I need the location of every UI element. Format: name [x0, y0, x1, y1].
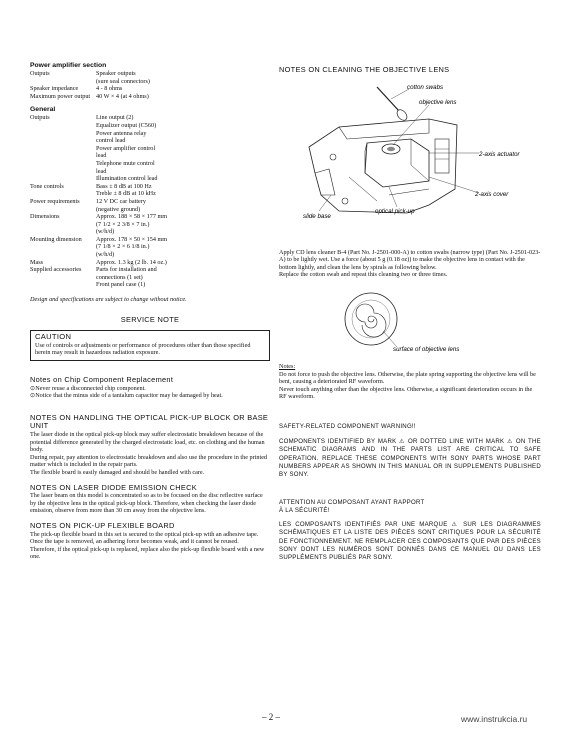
- label-cotton-swabs: cotton swabs: [407, 83, 444, 91]
- watermark-url: www.instrukcia.ru: [461, 714, 528, 724]
- spec-value: Speaker outputs (sure seal connectors): [96, 70, 150, 85]
- spec-label: Outputs: [30, 114, 50, 122]
- laser-text: The laser beam on this model is concentrated so as to be focused on the disc reflective surface by the objective lens in the optical pick-up block. Therefore, when checking the laser diode emission, observe from more than 30 cm away from the objective lens.: [30, 492, 263, 515]
- spec-label: Mounting dimension: [30, 235, 82, 243]
- caution-text: Use of controls or adjustments or performance of procedures other than those specified herein may result in hazardous radiation exposure.: [35, 341, 251, 357]
- notes-title: Notes:: [279, 362, 296, 370]
- spec-label: Mass: [30, 258, 44, 266]
- power-amp-specs: [30, 70, 270, 100]
- general-title: General: [30, 106, 56, 114]
- left-column: [30, 62, 270, 561]
- cleaning-title: NOTES ON CLEANING THE OBJECTIVE LENS: [279, 65, 450, 74]
- spec-label: Supplied accessories: [30, 266, 82, 274]
- label-2-axis-cover: 2-axis cover: [475, 190, 509, 198]
- chip-item: ⊙Never reuse a disconnected chip component.: [30, 384, 146, 392]
- power-amp-title: Power amplifier section: [30, 62, 107, 69]
- page-number: – 2 –: [262, 712, 280, 722]
- spec-value: Approx. 188 × 58 × 177 mm (7 1/2 × 2 3/8 × 7 in.) (w/h/d): [96, 213, 168, 236]
- spec-value: Parts for installation and connections (1 set) Front panel case (1): [96, 266, 157, 289]
- laser-title: NOTES ON LASER DIODE EMISSION CHECK: [30, 482, 197, 492]
- spec-label: Tone controls: [30, 182, 64, 190]
- spec-label: Speaker impedance: [30, 85, 79, 93]
- cleaning-p1: Apply CD lens cleaner B-4 (Part No. J-2501-000-A) to cotton swabs (narrow type) (Part No. J-2501-023-A) to be lightly wet. Use a force (about 5 g (0.18 oz)) to make the objective lens in contact with the bottom lightly, and clean the lens by spirals as following below.: [279, 248, 541, 271]
- pickup-handling-title: NOTES ON HANDLING THE OPTICAL PICK-UP BLOCK OR BASE UNIT: [30, 412, 269, 431]
- service-note-title: SERVICE NOTE: [120, 314, 180, 324]
- pickup-handling-p1: The laser diode in the optical pick-up block may suffer electrostatic breakdown because of the potential difference generated by the charged electrostatic load, etc. on clothing and the human body.: [30, 430, 265, 454]
- label-optical-pickup: optical pick-up: [375, 207, 415, 215]
- safety-text: COMPONENTS IDENTIFIED BY MARK ⚠ OR DOTTED LINE WITH MARK ⚠ ON THE SCHEMATIC DIAGRAMS AND IN THE PARTS LIST ARE CRITICAL TO SAFE OPERATION. REPLACE THESE COMPONENTS WITH SONY PARTS WHOSE PART NUMBERS APPEAR AS SHOWN IN THIS MANUAL OR IN SUPPLEMENTS PUBLISHED BY SONY.: [279, 438, 541, 478]
- spec-value: 4 - 8 ohms: [96, 85, 123, 93]
- spec-value: 40 W × 4 (at 4 ohms): [96, 92, 149, 100]
- right-column: [279, 66, 541, 562]
- flex-p1: The pick-up flexible board in this set is secured to the optical pick-up with an adhesive tape. Once the tape is removed, an adhering force becomes weak, and it cannot be reused.: [30, 530, 259, 546]
- attention-text: LES COMPOSANTS IDENTIFIÉS PAR UNE MARQUE ⚠ SUR LES DIAGRAMMES SCHÉMATIQUES ET LA LISTE DES PIÈCES SONT CRITIQUES POUR LA SÉCURITÉ DE FONCTIONNEMENT. NE REMPLACER CES COMPOSANTS QUE PAR DES PIÈCES SONY DONT LES NUMÉROS SONT DONNÉS DANS CE MANUEL OU DANS LES SUPPLÉMENTS PUBLIÉS PAR SONY.: [279, 521, 541, 561]
- cotton-swab-shape: [377, 87, 399, 111]
- caution-title: CAUTION: [35, 332, 72, 342]
- caution-box: [30, 330, 270, 361]
- spec-value: 12 V DC car battery (negative ground): [96, 197, 146, 213]
- flex-title: NOTES ON PICK-UP FLEXIBLE BOARD: [30, 520, 175, 530]
- label-objective-lens: objective lens: [419, 98, 457, 106]
- label-surface-of-lens: surface of objective lens: [393, 345, 460, 353]
- spec-value: Line output (2) Equalizer output (C560) Power antenna relay control lead Power amplifier control lead Telephone mute control lead Illumination control lead: [96, 114, 158, 183]
- spec-value: Approx. 178 × 50 × 154 mm (7 1/8 × 2 × 6 1/8 in.) (w/h/d): [96, 235, 168, 259]
- attention-title-2: À LA SÉCURITÉ!: [279, 507, 330, 515]
- chip-item: ⊙Notice that the minus side of a tantalum capacitor may be damaged by heat.: [30, 392, 223, 400]
- spec-label: Outputs: [30, 70, 50, 77]
- pickup-handling-p2: During repair, pay attention to electrostatic breakdown and also use the procedure in the printed matter which is included in the repair parts.: [30, 453, 268, 469]
- notes-n2: Never touch anything other than the objective lens. Otherwise, a significant deterioration occurs in the RF waveform.: [279, 385, 533, 401]
- spec-label: Dimensions: [30, 213, 60, 221]
- pickup-diagram: [279, 77, 541, 227]
- pickup-handling-p3: The flexible board is easily damaged and should be handled with care.: [30, 468, 205, 476]
- spec-value: Approx. 1.3 kg (2 lb. 14 oz.): [96, 258, 167, 266]
- label-2-axis-actuator: 2-axis actuator: [479, 150, 520, 158]
- attention-title-1: ATTENTION AU COMPOSANT AYANT RAPPORT: [279, 499, 425, 507]
- flex-p2: Therefore, if the optical pick-up is replaced, replace also the pick-up flexible board with a new one.: [30, 545, 265, 561]
- spec-label: Maximum power output: [30, 92, 91, 100]
- lens-surface-diagram: [279, 289, 541, 353]
- general-specs: [30, 114, 270, 289]
- spec-note: Design and specifications are subject to change without notice.: [30, 296, 187, 304]
- chip-title: Notes on Chip Component Replacement: [30, 375, 174, 384]
- notes-n1: Do not force to push the objective lens. Otherwise, the plate spring supporting the objective lens will be bent, causing a deteriorated RF waveform.: [279, 370, 536, 386]
- safety-title: SAFETY-RELATED COMPONENT WARNING!!: [279, 422, 416, 430]
- spec-value: Bass ± 8 dB at 100 Hz Treble ± 8 dB at 10 kHz: [96, 182, 156, 198]
- spec-label: Power requirements: [30, 197, 80, 205]
- label-slide-base: slide base: [303, 212, 331, 220]
- cleaning-p2: Replace the cotton swab and repeat this cleaning two or three times.: [279, 271, 448, 279]
